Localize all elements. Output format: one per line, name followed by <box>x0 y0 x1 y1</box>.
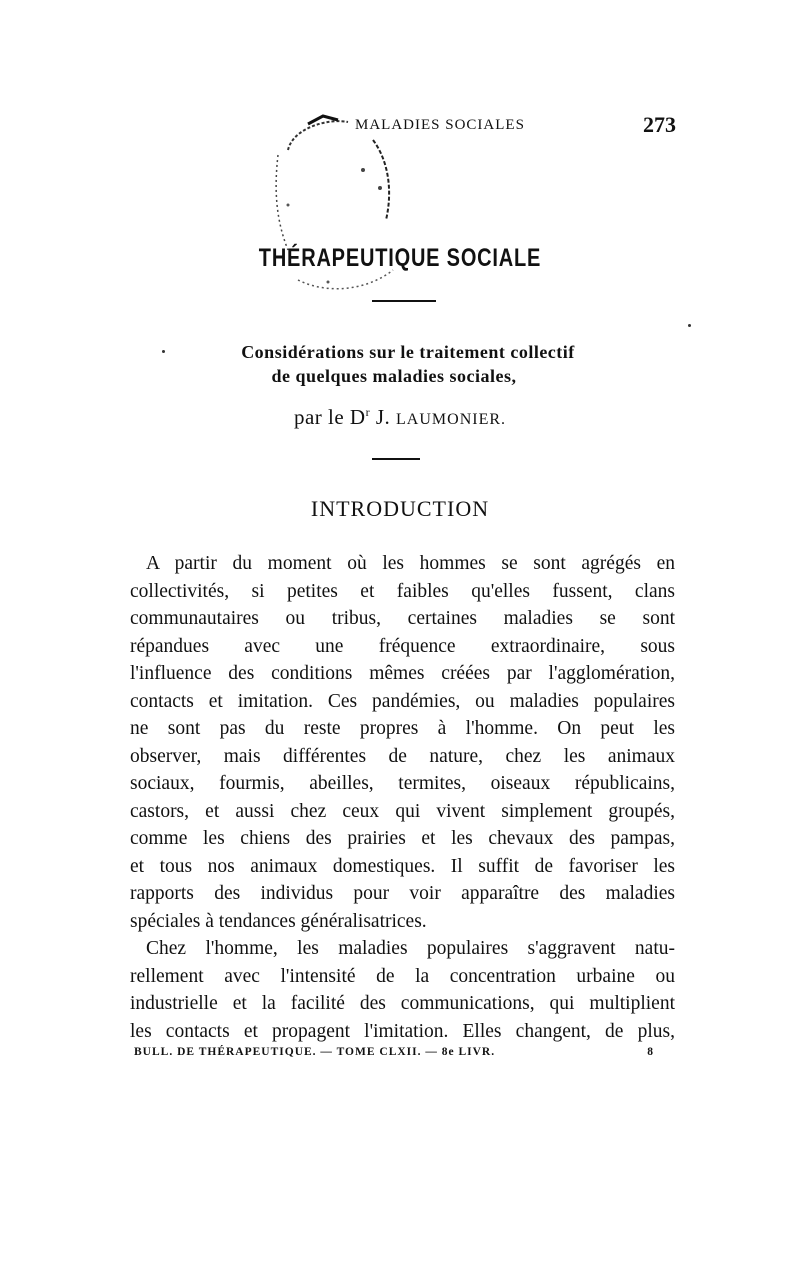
text-line: et tous nos animaux domestiques. Il suffit de favoriser les <box>130 855 675 877</box>
text-line: sociaux, fourmis, abeilles, termites, oiseaux républicains, <box>130 773 675 794</box>
text-line: communautaires ou tribus, certaines maladies se sont <box>130 608 675 629</box>
text-line: observer, mais différentes de nature, chez les animaux <box>130 745 675 767</box>
page-number: 273 <box>643 112 676 137</box>
author-name: LAUMONIER. <box>396 411 507 428</box>
text-line: ne sont pas du reste propres à l'homme. On peut les <box>130 718 675 739</box>
text-line: rellement avec l'intensité de la concentration urbaine ou <box>130 965 675 987</box>
title-rule <box>372 300 436 302</box>
text-line: les contacts et propagent l'imitation. Elles changent, de plus, <box>130 1020 675 1042</box>
footer-journal-reference: BULL. DE THÉRAPEUTIQUE. — TOME CLXII. — 8e LIVR. <box>134 1046 496 1058</box>
introduction-heading: INTRODUCTION <box>310 496 490 521</box>
text-line: spéciales à tendances généralisatrices. <box>130 910 427 932</box>
page-footer <box>134 1046 654 1058</box>
text-line: l'influence des conditions mêmes créées par l'agglomération, <box>130 663 675 684</box>
body-text <box>130 550 675 1045</box>
margin-speck <box>162 350 165 353</box>
text-line: collectivités, si petites et faibles qu'elles fussent, clans <box>130 580 675 602</box>
author-title-superscript: r <box>365 405 371 419</box>
text-line: castors, et aussi chez ceux qui vivent simplement groupés, <box>130 800 675 822</box>
text-line: A partir du moment où les hommes se sont agrégés en <box>146 553 675 574</box>
text-line: contacts et imitation. Ces pandémies, ou maladies populaires <box>130 690 675 712</box>
heading-rule <box>372 458 420 460</box>
text-line: rapports des individus pour voir apparaître des maladies <box>130 883 675 904</box>
footer-signature-mark: 8 <box>647 1046 654 1058</box>
margin-speck <box>688 324 691 327</box>
text-line: répandues avec une fréquence extraordinaire, sous <box>130 635 675 657</box>
text-line: Chez l'homme, les maladies populaires s'aggravent natu- <box>146 938 675 959</box>
section-title: THÉRAPEUTIQUE SOCIALE <box>258 244 542 272</box>
text-line: industrielle et la facilité des communications, qui multiplient <box>130 993 675 1014</box>
subtitle-line-1: Considérations sur le traitement collectif <box>241 342 575 362</box>
author-line <box>0 405 800 430</box>
author-prefix: par le D <box>293 405 366 429</box>
text-line: comme les chiens des prairies et les chevaux des pampas, <box>130 828 675 849</box>
running-head: MALADIES SOCIALES <box>355 117 525 133</box>
subtitle-line-2: de quelques maladies sociales, <box>271 366 517 386</box>
author-initial: J. <box>370 405 397 429</box>
